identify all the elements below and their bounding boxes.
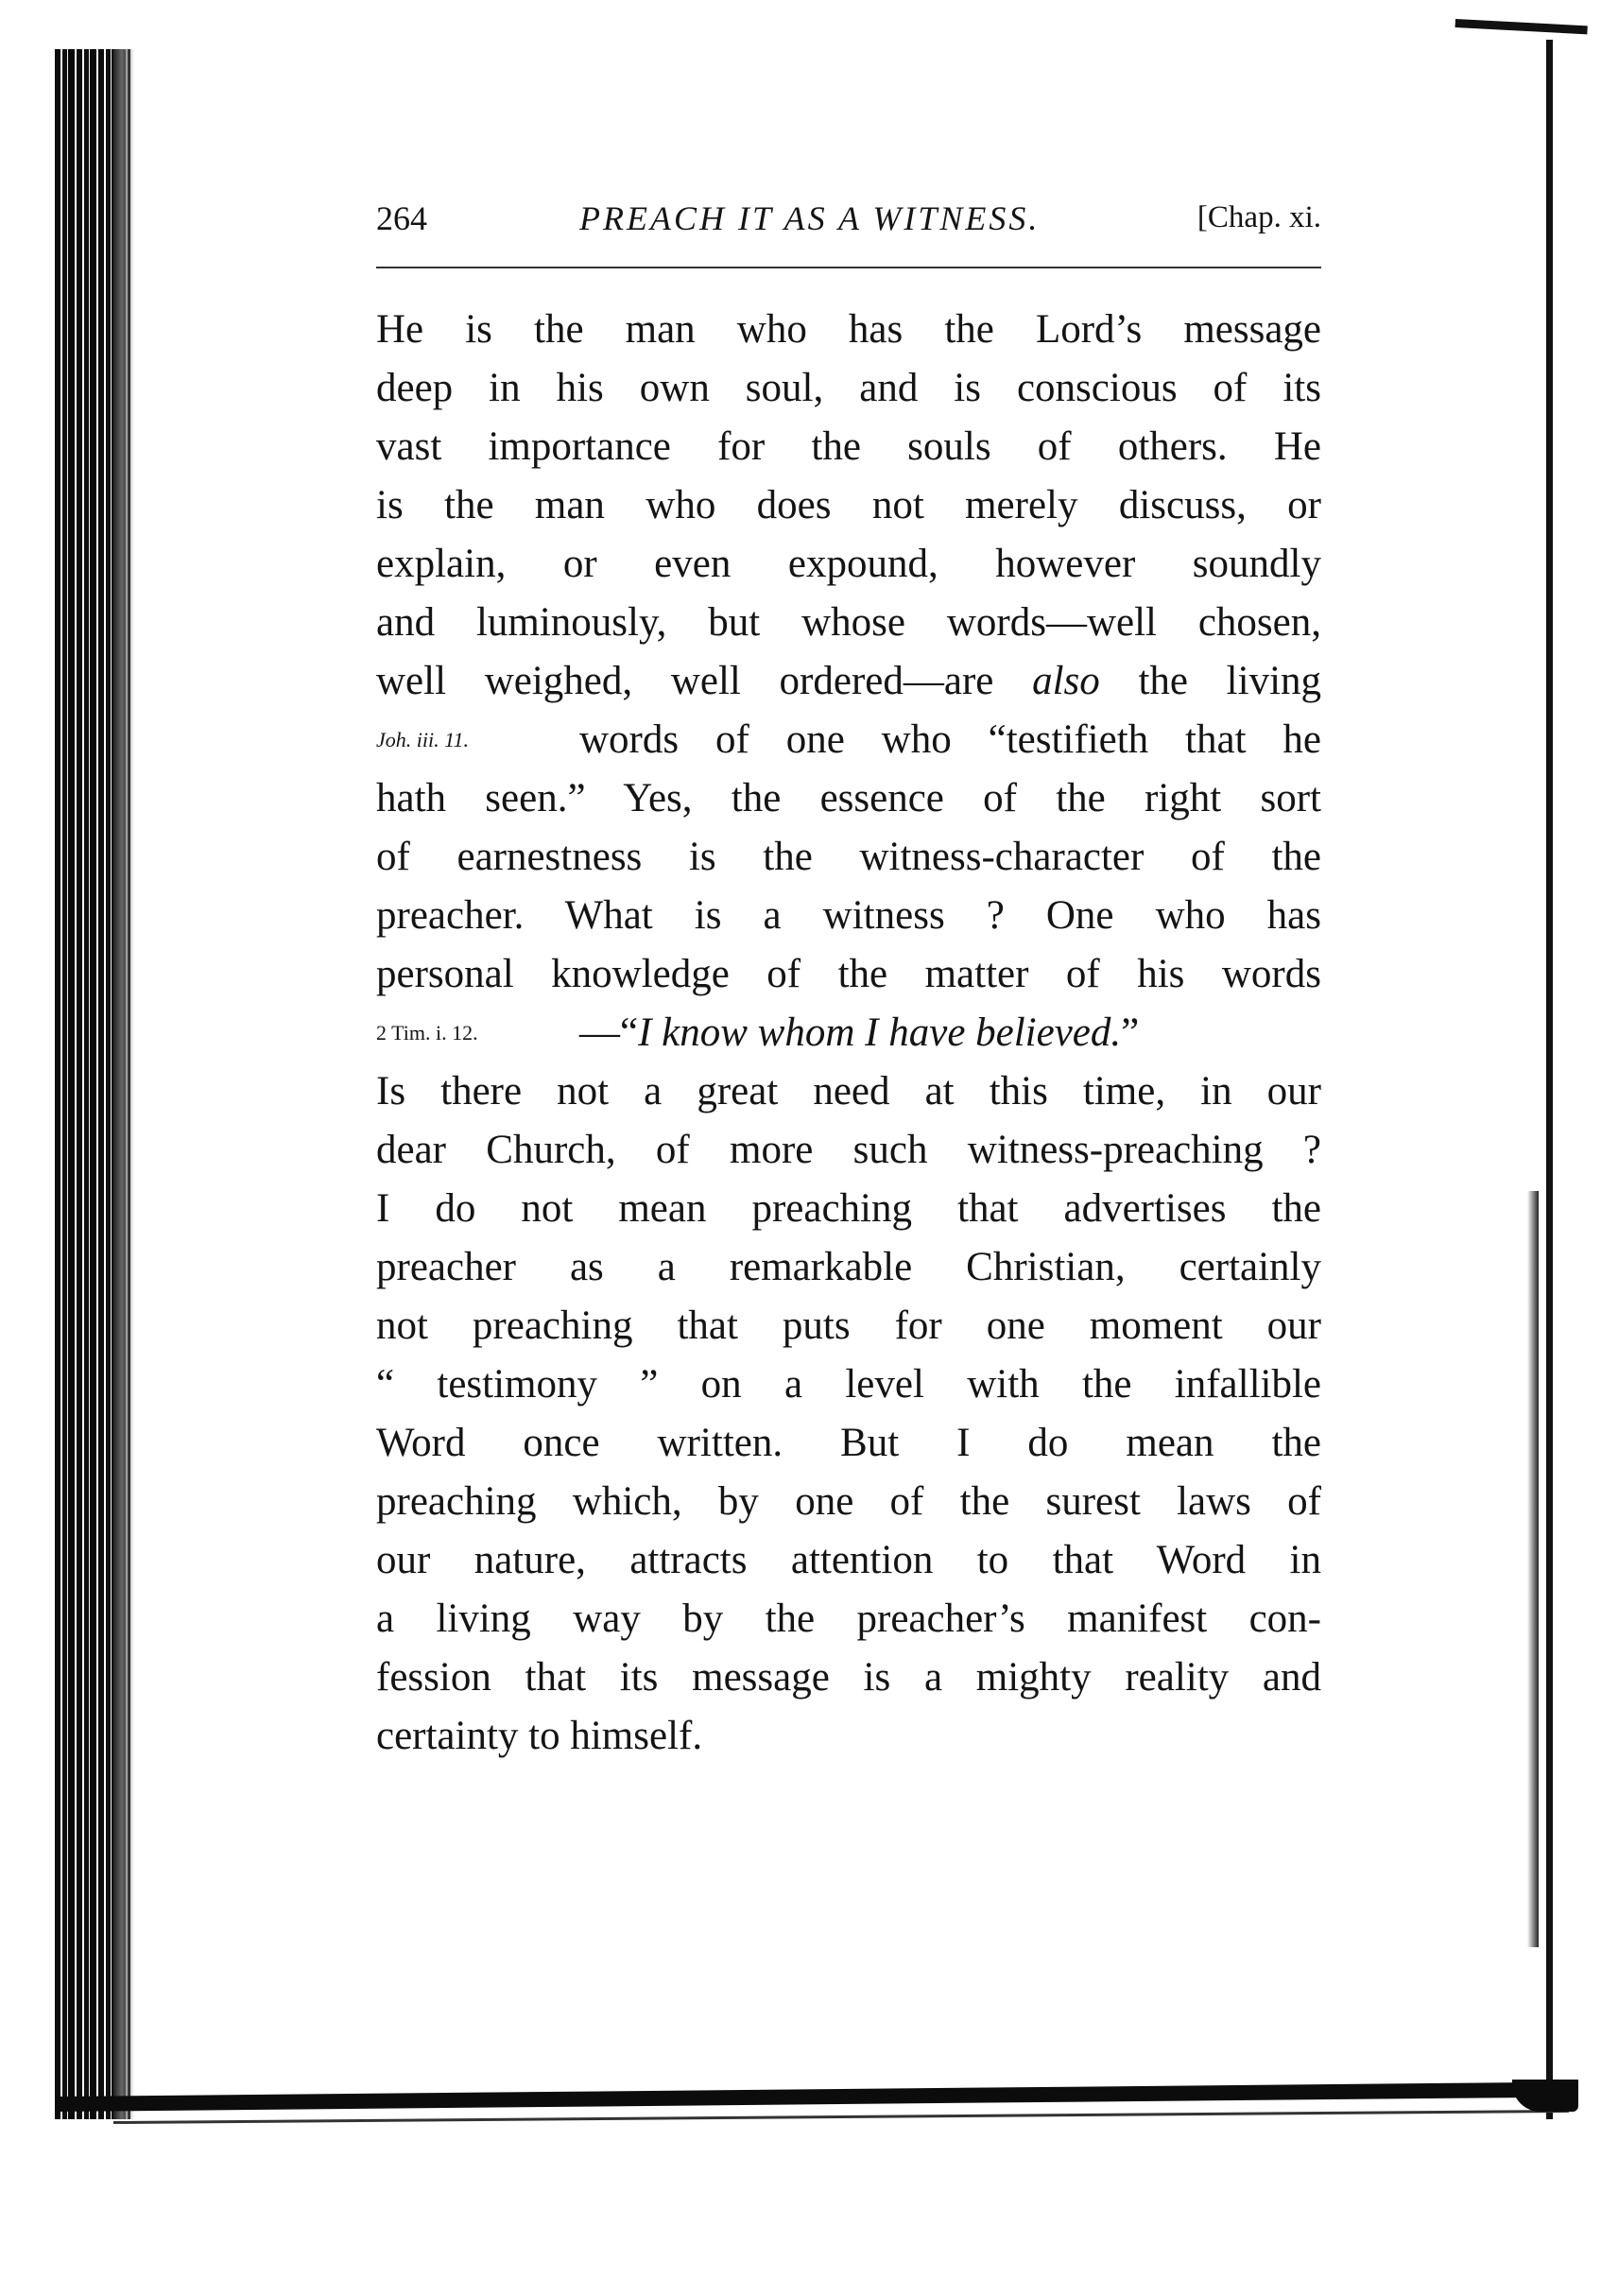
text-segment: well weighed, well ordered—are: [376, 659, 994, 703]
page-right-shadow: [1527, 1191, 1539, 1947]
text-line: vast importance for the souls of others. He: [376, 424, 1321, 469]
text-line: and luminously, but whose words—well chosen,: [376, 600, 1321, 645]
text-line: [376, 711, 1321, 769]
text-segment: words of one who “testifieth that he: [579, 717, 1321, 762]
text-segment: —“: [579, 1010, 639, 1055]
text-line: “ testimony ” on a level with the infallible: [376, 1362, 1321, 1407]
margin-note-john: Joh. iii. 11.: [376, 728, 469, 751]
text-line: Is there not a great need at this time, in our: [376, 1069, 1321, 1113]
text-line: personal knowledge of the matter of his words: [376, 952, 1321, 996]
page-right-edge: [1546, 40, 1553, 2119]
text-line: our nature, attracts attention to that Word in: [376, 1538, 1321, 1582]
page-top-corner: [1455, 19, 1588, 34]
quoted-scripture: I know whom I have believed.: [638, 1010, 1122, 1055]
text-line: preacher. What is a witness ? One who has: [376, 893, 1321, 938]
page-number: 264: [376, 199, 427, 237]
text-line: is the man who does not merely discuss, or: [376, 483, 1321, 527]
text-segment: ”: [1121, 1010, 1140, 1055]
spine-shadow: [113, 49, 134, 2119]
text-line: [376, 652, 1321, 711]
text-line: I do not mean preaching that advertises the: [376, 1186, 1321, 1231]
running-title: PREACH IT AS A WITNESS.: [579, 199, 1041, 237]
text-line: preacher as a remarkable Christian, certainly: [376, 1245, 1321, 1289]
text-line: a living way by the preacher’s manifest con-: [376, 1597, 1321, 1641]
margin-note-timothy: 2 Tim. i. 12.: [376, 1021, 478, 1044]
header-rule: [376, 267, 1321, 268]
chapter-reference: [Chap. xi.: [1196, 200, 1321, 234]
running-head: [376, 199, 1321, 246]
body-text: [376, 301, 1321, 1766]
page-bottom-edge-inner: [113, 2110, 1569, 2124]
page-bottom-corner: [1512, 2080, 1578, 2112]
text-line: [376, 1004, 1321, 1062]
text-line: Word once written. But I do mean the: [376, 1421, 1321, 1465]
text-line: He is the man who has the Lord’s message: [376, 307, 1321, 352]
text-line: fession that its message is a mighty reality and: [376, 1655, 1321, 1700]
text-line: hath seen.” Yes, the essence of the right sort: [376, 776, 1321, 820]
text-line: preaching which, by one of the surest laws of: [376, 1479, 1321, 1524]
text-line: not preaching that puts for one moment our: [376, 1303, 1321, 1348]
text-line: of earnestness is the witness-character of the: [376, 835, 1321, 879]
text-line: certainty to himself.: [376, 1714, 703, 1758]
text-segment: the living: [1138, 659, 1322, 703]
page-bottom-edge: [55, 2082, 1576, 2112]
text-line: dear Church, of more such witness-preaching ?: [376, 1128, 1321, 1172]
text-line: deep in his own soul, and is conscious of its: [376, 366, 1321, 410]
text-line: explain, or even expound, however soundly: [376, 542, 1321, 586]
emphasized-word: also: [1032, 659, 1100, 703]
